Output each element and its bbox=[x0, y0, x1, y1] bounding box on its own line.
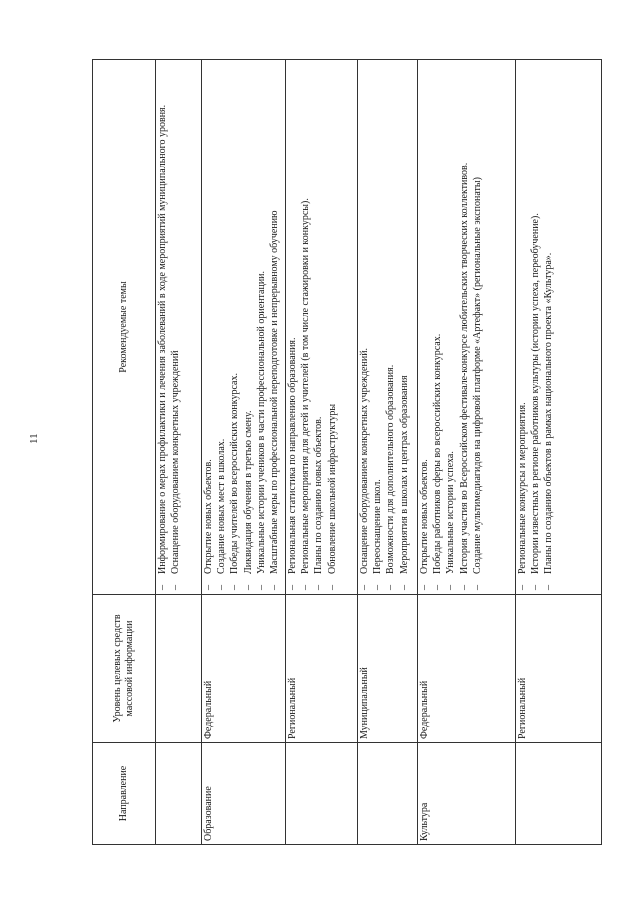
table-row bbox=[418, 60, 516, 845]
cell-direction: Культура bbox=[418, 743, 516, 845]
cell-direction: Образование bbox=[202, 743, 286, 845]
cell-level: Региональный bbox=[286, 595, 358, 743]
topic-item: – Региональные конкурсы и мероприятия. bbox=[517, 63, 529, 590]
cell-direction bbox=[516, 743, 602, 845]
topics-list bbox=[157, 63, 182, 590]
cell-topics bbox=[358, 60, 418, 595]
topics-list bbox=[517, 63, 556, 590]
table-row bbox=[516, 60, 602, 845]
topic-item: – Мероприятия в школах и центрах образования bbox=[399, 63, 411, 590]
topic-item: – Уникальные истории учеников в части профессиональной ориентации. bbox=[256, 63, 268, 590]
topic-item: – Информирование о мерах профилактики и лечения заболеваний в ходе мероприятий муниципального уровня. bbox=[157, 63, 169, 590]
cell-level: Федеральный bbox=[418, 595, 516, 743]
cell-topics bbox=[516, 60, 602, 595]
topic-item: – Победы учителей во всероссийских конкурсах. bbox=[229, 63, 241, 590]
topic-item: – Обновление школьной инфраструктуры bbox=[327, 63, 339, 590]
cell-topics bbox=[286, 60, 358, 595]
cell-topics bbox=[156, 60, 202, 595]
topic-item: – Ликвидация обучения в третью смену. bbox=[243, 63, 255, 590]
cell-direction bbox=[156, 743, 202, 845]
topic-item: – Создание мультимедиагидов на цифровой платформе «Артефакт» (региональные экспонаты) bbox=[472, 63, 484, 590]
topics-list bbox=[359, 63, 411, 590]
cell-direction bbox=[358, 743, 418, 845]
table-row bbox=[156, 60, 202, 845]
media-topics-table bbox=[92, 59, 602, 845]
topic-item: – Победы работников сферы во всероссийских конкурсах. bbox=[432, 63, 444, 590]
topics-list bbox=[287, 63, 339, 590]
header-direction: Направление bbox=[93, 743, 156, 845]
header-topics: Рекомендуемые темы bbox=[93, 60, 156, 595]
topic-item: – Истории известных в регионе работников культуры (истории успеха, переобучение). bbox=[530, 63, 542, 590]
topic-item: – История участия во Всероссийском фестивале-конкурсе любительских творческих коллективов. bbox=[459, 63, 471, 590]
rotated-table-container bbox=[92, 60, 602, 845]
topic-item: – Оснащение оборудованием конкретных учреждений bbox=[170, 63, 182, 590]
topic-item: – Региональная статистика по направлению образования. bbox=[287, 63, 299, 590]
topics-list bbox=[203, 63, 281, 590]
cell-direction bbox=[286, 743, 358, 845]
topic-item: – Планы по созданию объектов в рамках национального проекта «Культура». bbox=[543, 63, 555, 590]
topic-item: – Масштабные меры по профессиональной переподготовке и непрерывному обучению bbox=[269, 63, 281, 590]
topic-item: – Создание новых мест в школах. bbox=[216, 63, 228, 590]
topic-item: – Возможности для дополнительного образования. bbox=[385, 63, 397, 590]
cell-level: Федеральный bbox=[202, 595, 286, 743]
page-number: 11 bbox=[28, 433, 40, 444]
topic-item: – Открытие новых объектов. bbox=[203, 63, 215, 590]
topic-item: – Открытие новых объектов. bbox=[419, 63, 431, 590]
topic-item: – Оснащение оборудованием конкретных учреждений. bbox=[359, 63, 371, 590]
topics-list bbox=[419, 63, 484, 590]
table-row bbox=[202, 60, 286, 845]
table-row bbox=[358, 60, 418, 845]
table-row bbox=[286, 60, 358, 845]
table-header-row bbox=[93, 60, 156, 845]
cell-topics bbox=[418, 60, 516, 595]
cell-level: Региональный bbox=[516, 595, 602, 743]
topic-item: – Уникальные истории успеха. bbox=[445, 63, 457, 590]
cell-topics bbox=[202, 60, 286, 595]
header-level: Уровень целевых средств массовой информации bbox=[93, 595, 156, 743]
topic-item: – Переоснащение школ. bbox=[372, 63, 384, 590]
topic-item: – Планы по созданию новых объектов. bbox=[313, 63, 325, 590]
cell-level bbox=[156, 595, 202, 743]
topic-item: – Региональные мероприятия для детей и учителей (в том числе стажировки и конкурсы). bbox=[300, 63, 312, 590]
cell-level: Муниципальный bbox=[358, 595, 418, 743]
